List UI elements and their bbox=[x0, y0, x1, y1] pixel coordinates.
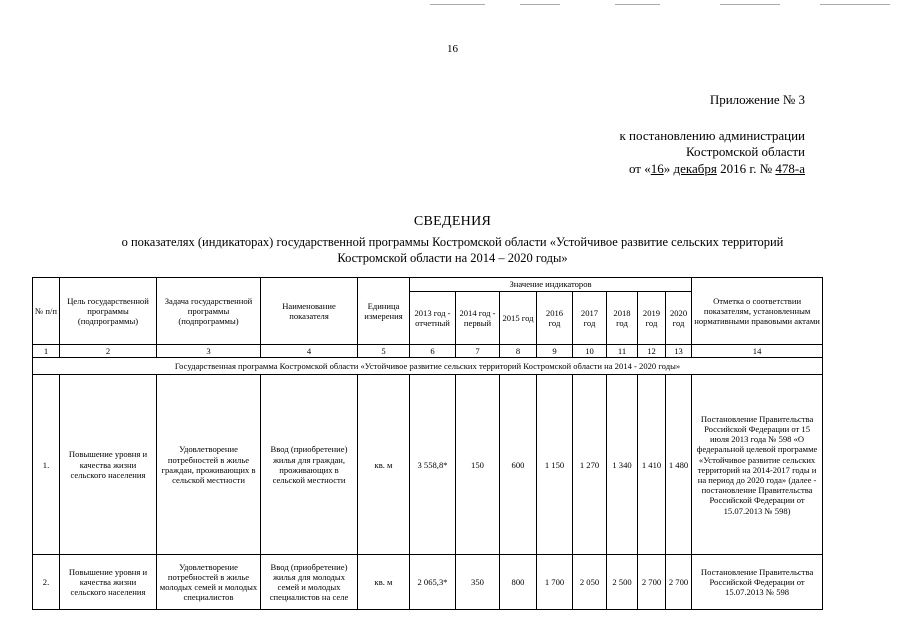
row-value-2020: 1 480 bbox=[666, 375, 692, 555]
col-number: 1 bbox=[33, 345, 60, 358]
row-task: Удовлетворение потребностей в жилье граждан, проживающих в сельской местности bbox=[157, 375, 261, 555]
row-value-2019: 1 410 bbox=[638, 375, 666, 555]
col-number: 2 bbox=[60, 345, 157, 358]
col-number: 14 bbox=[692, 345, 823, 358]
col-number: 7 bbox=[456, 345, 500, 358]
program-row: Государственная программа Костромской области «Устойчивое развитие сельских территорий Костромской области на 2014 - 2020 годы» bbox=[33, 358, 823, 375]
header-year-2013: 2013 год - отчетный bbox=[410, 292, 456, 345]
col-number: 8 bbox=[500, 345, 537, 358]
row-mark: Постановление Правительства Российской Федерации от 15.07.2013 № 598 bbox=[692, 555, 823, 610]
document-subtitle-line-2: Костромской области на 2014 – 2020 годы» bbox=[337, 251, 568, 265]
indicators-table bbox=[32, 277, 823, 610]
row-value-2014: 350 bbox=[456, 555, 500, 610]
row-goal: Повышение уровня и качества жизни сельского населения bbox=[60, 555, 157, 610]
col-number: 11 bbox=[607, 345, 638, 358]
appendix-date-line: от «16» декабря 2016 г. № 478-а bbox=[628, 161, 805, 176]
col-number: 4 bbox=[261, 345, 358, 358]
document-title: СВЕДЕНИЯ bbox=[413, 214, 492, 229]
row-num: 1. bbox=[33, 375, 60, 555]
header-year-2016: 2016 год bbox=[537, 292, 573, 345]
row-task: Удовлетворение потребностей в жилье молодых семей и молодых специалистов bbox=[157, 555, 261, 610]
row-value-2016: 1 700 bbox=[537, 555, 573, 610]
appendix-line-1: к постановлению администрации bbox=[619, 128, 805, 143]
row-indicator: Ввод (приобретение) жилья для граждан, проживающих в сельской местности bbox=[261, 375, 358, 555]
table-row bbox=[33, 555, 823, 610]
row-goal: Повышение уровня и качества жизни сельского населения bbox=[60, 375, 157, 555]
col-number: 13 bbox=[666, 345, 692, 358]
header-year-2020: 2020 год bbox=[666, 292, 692, 345]
header-year-2015: 2015 год bbox=[500, 292, 537, 345]
header-task: Задача государственной программы (подпрограммы) bbox=[157, 278, 261, 345]
row-value-2018: 1 340 bbox=[607, 375, 638, 555]
row-value-2013: 3 558,8* bbox=[410, 375, 456, 555]
appendix-title: Приложение № 3 bbox=[709, 92, 805, 107]
header-year-2017: 2017 год bbox=[573, 292, 607, 345]
row-unit: кв. м bbox=[358, 555, 410, 610]
col-number: 9 bbox=[537, 345, 573, 358]
header-unit: Единица измерения bbox=[358, 278, 410, 345]
row-value-2020: 2 700 bbox=[666, 555, 692, 610]
row-mark: Постановление Правительства Российской Федерации от 15 июля 2013 года № 598 «О федеральной целевой программе «Устойчивое развитие сельских территорий на 2014-2017 годы и на период до 2020 года» (далее - постановление Правительства Российской Федерации от 15.07.2013 № 598) bbox=[692, 375, 823, 555]
scan-top-edge bbox=[0, 0, 905, 12]
col-number: 5 bbox=[358, 345, 410, 358]
header-goal: Цель государственной программы (подпрограммы) bbox=[60, 278, 157, 345]
header-num: № п/п bbox=[33, 278, 60, 345]
header-year-2019: 2019 год bbox=[638, 292, 666, 345]
document-subtitle-line-1: о показателях (индикаторах) государственной программы Костромской области «Устойчивое развитие сельских территорий bbox=[121, 235, 784, 249]
row-value-2019: 2 700 bbox=[638, 555, 666, 610]
row-indicator: Ввод (приобретение) жилья для молодых семей и молодых специалистов на селе bbox=[261, 555, 358, 610]
appendix-line-2: Костромской области bbox=[685, 144, 805, 159]
page-number: 16 bbox=[447, 43, 458, 55]
row-value-2014: 150 bbox=[456, 375, 500, 555]
row-value-2017: 2 050 bbox=[573, 555, 607, 610]
row-value-2017: 1 270 bbox=[573, 375, 607, 555]
header-values-group: Значение индикаторов bbox=[410, 278, 692, 292]
row-value-2015: 600 bbox=[500, 375, 537, 555]
row-num: 2. bbox=[33, 555, 60, 610]
row-value-2016: 1 150 bbox=[537, 375, 573, 555]
table-row bbox=[33, 375, 823, 555]
col-number: 10 bbox=[573, 345, 607, 358]
col-number: 3 bbox=[157, 345, 261, 358]
document-subtitle bbox=[30, 234, 875, 266]
header-mark: Отметка о соответствии показателям, установленным нормативными правовыми актами bbox=[692, 278, 823, 345]
col-number: 12 bbox=[638, 345, 666, 358]
row-unit: кв. м bbox=[358, 375, 410, 555]
header-indicator: Наименование показателя bbox=[261, 278, 358, 345]
header-year-2014: 2014 год - первый bbox=[456, 292, 500, 345]
header-year-2018: 2018 год bbox=[607, 292, 638, 345]
row-value-2013: 2 065,3* bbox=[410, 555, 456, 610]
row-value-2018: 2 500 bbox=[607, 555, 638, 610]
row-value-2015: 800 bbox=[500, 555, 537, 610]
col-number: 6 bbox=[410, 345, 456, 358]
